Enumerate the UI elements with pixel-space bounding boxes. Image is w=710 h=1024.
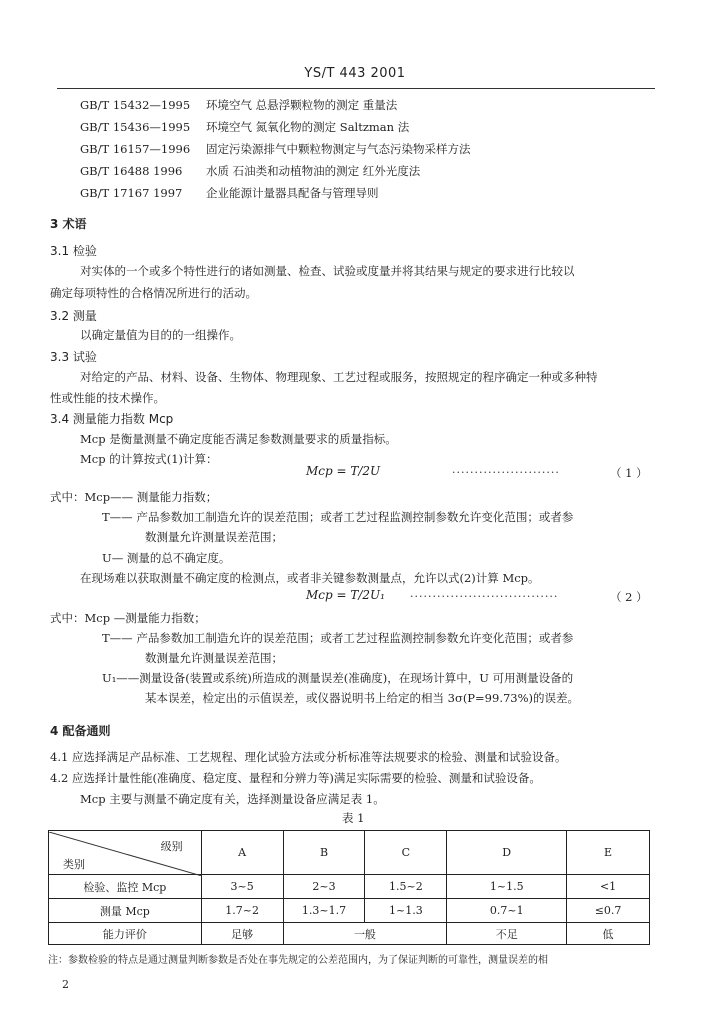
clause-3-1-text: 确定每项特性的合格情况所进行的活动。 [50, 286, 257, 300]
table-1 [48, 830, 650, 945]
table-cell: <1 [567, 875, 650, 899]
corner-grade-label: 级别 [160, 839, 183, 853]
where-mcp: 式中：Mcp —测量能力指数； [50, 611, 206, 625]
row-label: 检验、监控 Mcp [49, 875, 202, 899]
table-cell: 足够 [201, 923, 283, 945]
table-corner-cell [49, 831, 202, 875]
corner-category-label: 类别 [63, 857, 85, 871]
grade-header: D [447, 831, 567, 875]
clause-3-3-text: 对给定的产品、材料、设备、生物体、物理现象、工艺过程或服务，按照规定的程序确定一种或多种特 [80, 370, 598, 384]
clause-3-2-text: 以确定量值为目的的一组操作。 [80, 328, 241, 342]
reference-line: GB/T 16488 1996 水质 石油类和动植物油的测定 红外光度法 [80, 164, 421, 178]
where-t: 数测量允许测量误差范围； [145, 651, 283, 665]
table-cell: 1.7~2 [201, 899, 283, 923]
table-footnote: 注：参数检验的特点是通过测量判断参数是否处在事先规定的公差范围内，为了保证判断的可靠性，测量误差的相 [48, 955, 548, 966]
where-u: U— 测量的总不确定度。 [102, 551, 231, 565]
equation-2: Mcp = T/2U₁ [306, 588, 385, 602]
clause-3-2-title: 3.2 测量 [50, 309, 97, 323]
table-cell: 不足 [447, 923, 567, 945]
equation-leader: ························ [452, 466, 560, 479]
table-row [49, 923, 650, 945]
page-number: 2 [62, 978, 69, 991]
table-cell: 1~1.5 [447, 875, 567, 899]
section-3-heading: 3 术语 [50, 217, 87, 231]
table-cell: ≤0.7 [567, 899, 650, 923]
table-cell: 3~5 [201, 875, 283, 899]
reference-line: GB/T 16157—1996 固定污染源排气中颗粒物测定与气态污染物采样方法 [80, 142, 471, 156]
table-cell: 1~1.3 [365, 899, 447, 923]
document-header: YS/T 443 2001 [304, 66, 406, 81]
table-title: 表 1 [342, 811, 365, 825]
section-4-heading: 4 配备通则 [50, 724, 111, 738]
clause-3-4-text: Mcp 的计算按式(1)计算： [80, 452, 218, 466]
clause-4-2: 4.2 应选择计量性能(准确度、稳定度、量程和分辨力等)满足实际需要的检验、测量和试验设备。 [50, 771, 541, 785]
where-t: T—— 产品参数加工制造允许的误差范围；或者工艺过程监测控制参数允许变化范围；或者参 [102, 510, 574, 524]
table-cell: 2~3 [283, 875, 365, 899]
where-t: 数测量允许测量误差范围； [145, 530, 283, 544]
site-paragraph: 在现场难以获取测量不确定度的检测点，或者非关键参数测量点，允许以式(2)计算 Mcp。 [80, 571, 540, 585]
clause-4-1: 4.1 应选择满足产品标准、工艺规程、理化试验方法或分析标准等法规要求的检验、测量和试验设备。 [50, 750, 567, 764]
clause-3-3-title: 3.3 试验 [50, 350, 97, 364]
where-mcp: 式中：Mcp—— 测量能力指数； [50, 490, 218, 504]
table-cell: 0.7~1 [447, 899, 567, 923]
table-row [49, 899, 650, 923]
row-label: 测量 Mcp [49, 899, 202, 923]
mcp-note: Mcp 主要与测量不确定度有关，选择测量设备应满足表 1。 [80, 792, 385, 806]
grade-header: E [567, 831, 650, 875]
equation-leader: ································· [410, 590, 559, 603]
table-cell: 一般 [283, 923, 447, 945]
table-row [49, 875, 650, 899]
reference-line: GB/T 15436—1995 环境空气 氮氧化物的测定 Saltzman 法 [80, 120, 410, 134]
equation-2-number: （ 2 ） [610, 590, 648, 604]
clause-3-1-title: 3.1 检验 [50, 244, 97, 258]
where-t: T—— 产品参数加工制造允许的误差范围；或者工艺过程监测控制参数允许变化范围；或者参 [102, 631, 574, 645]
clause-3-3-text: 性或性能的技术操作。 [50, 391, 165, 405]
clause-3-1-text: 对实体的一个或多个特性进行的诸如测量、检查、试验或度量并将其结果与规定的要求进行比较以 [80, 264, 575, 278]
row-label: 能力评价 [49, 923, 202, 945]
header-rule [57, 88, 655, 89]
table-cell: 1.3~1.7 [283, 899, 365, 923]
equation-1-number: （ 1 ） [610, 466, 648, 480]
equation-1: Mcp = T/2U [306, 464, 381, 478]
table-cell: 低 [567, 923, 650, 945]
reference-line: GB/T 15432—1995 环境空气 总悬浮颗粒物的测定 重量法 [80, 98, 398, 112]
reference-line: GB/T 17167 1997 企业能源计量器具配备与管理导则 [80, 186, 379, 200]
where-u1: 某本误差，检定出的示值误差，或仪器说明书上给定的相当 3σ(P=99.73%)的误差。 [145, 691, 580, 705]
clause-3-4-title: 3.4 测量能力指数 Mcp [50, 412, 174, 426]
grade-header: C [365, 831, 447, 875]
clause-3-4-text: Mcp 是衡量测量不确定度能否满足参数测量要求的质量指标。 [80, 432, 397, 446]
table-cell: 1.5~2 [365, 875, 447, 899]
grade-header: B [283, 831, 365, 875]
where-u1: U₁——测量设备(装置或系统)所造成的测量误差(准确度)，在现场计算中，U 可用测量设备的 [102, 671, 574, 685]
grade-header: A [201, 831, 283, 875]
